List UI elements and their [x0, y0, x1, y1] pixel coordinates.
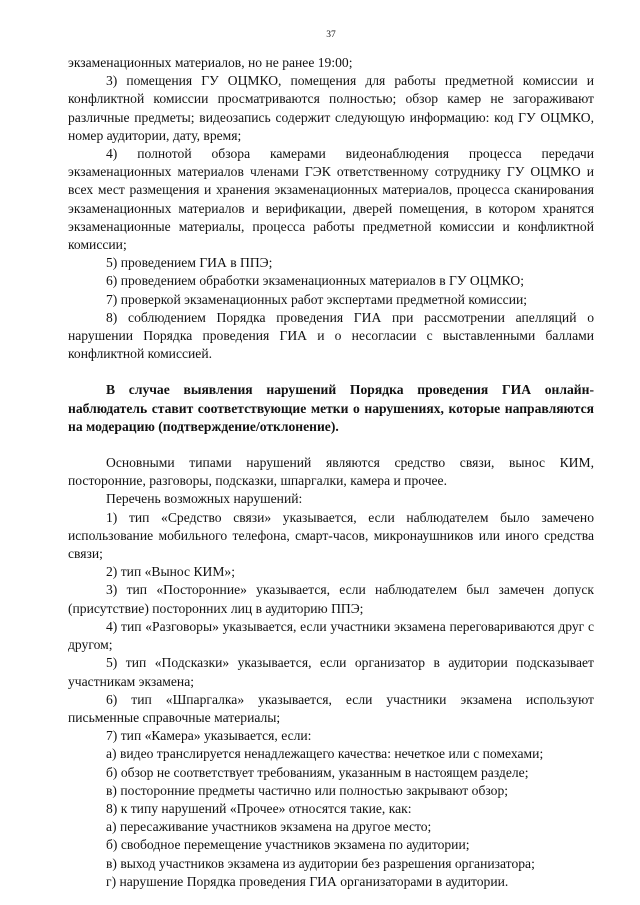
list-item: б) свободное перемещение участников экзамена по аудитории; [106, 837, 470, 853]
camera-sublist [68, 745, 594, 800]
spacer [68, 363, 594, 381]
list-item: 6) проведением обработки экзаменационных материалов в ГУ ОЦМКО; [106, 273, 524, 289]
violations-list [68, 509, 594, 746]
document-page [68, 26, 594, 891]
page-number: 37 [326, 30, 336, 40]
list-item: 6) тип «Шпаргалка» указывается, если участники экзамена используют письменные справочные материалы; [68, 691, 594, 725]
other-sublist [68, 818, 594, 891]
list-item: а) пересаживание участников экзамена на другое место; [106, 819, 432, 835]
list-item: 7) проверкой экзаменационных работ экспертами предметной комиссии; [106, 291, 528, 307]
list-item: г) нарушение Порядка проведения ГИА организаторами в аудитории. [106, 873, 509, 889]
main-types-paragraph: Основными типами нарушений являются средство связи, вынос КИМ, посторонние, разговоры, подсказки, шпаргалки, камера и прочее. [68, 455, 594, 489]
list-item: в) выход участников экзамена из аудитории без разрешения организатора; [106, 855, 535, 871]
continuation-paragraph: экзаменационных материалов, но не ранее 19:00; [68, 55, 353, 70]
list-item: 5) проведением ГИА в ППЭ; [106, 255, 273, 271]
list-item: 3) тип «Посторонние» указывается, если наблюдателем был замечен допуск (присутствие) посторонних лиц в аудиторию ППЭ; [68, 582, 594, 616]
list-item: в) посторонние предметы частично или полностью закрывают обзор; [106, 782, 509, 798]
list-item: 5) тип «Подсказки» указывается, если организатор в аудитории подсказывает участникам экзамена; [68, 655, 594, 689]
list-item: б) обзор не соответствует требованиям, указанным в настоящем разделе; [106, 764, 529, 780]
violations-list-intro: Перечень возможных нарушений: [106, 491, 303, 507]
list-item: а) видео транслируется ненадлежащего качества: нечеткое или с помехами; [106, 746, 544, 762]
list-item: 4) тип «Разговоры» указывается, если участники экзамена переговариваются друг с другом; [68, 618, 594, 653]
list-item: 7) тип «Камера» указывается, если: [106, 728, 312, 744]
bold-notice-paragraph: В случае выявления нарушений Порядка проведения ГИА онлайн-наблюдатель ставит соответствующие метки о нарушениях, которые направляются на модерацию (подтверждение/отклонение). [68, 382, 594, 434]
list-item: 8) соблюдением Порядка проведения ГИА при рассмотрении апелляций о нарушении Порядка проведения ГИА и о несогласии с выставленными баллами конфликтной комиссией. [68, 309, 594, 362]
list-item: 1) тип «Средство связи» указывается, если наблюдателем было замечено использование мобильного телефона, смарт-часов, микронаушников или иного средства связи; [68, 509, 594, 562]
list-item: 3) помещения ГУ ОЦМКО, помещения для работы предметной комиссии и конфликтной комиссии просматриваются полностью; обзор камер не загораживают различные предметы; видеозапись содержит следующую информацию: код ГУ ОЦМКО, номер аудитории, дату, время; [68, 73, 594, 143]
list-item: 4) полнотой обзора камерами видеонаблюдения процесса передачи экзаменационных материалов членами ГЭК ответственному сотруднику ГУ ОЦМКО и всех мест размещения и хранения экзаменационных материалов, процесса сканирования экзаменационных материалов и верификации, дверей помещения, в котором хранятся экзаменационные материалы, процесса работы предметной комиссии и конфликтной комиссии; [68, 146, 594, 253]
spacer [68, 436, 594, 454]
list-item: 2) тип «Вынос КИМ»; [106, 564, 235, 580]
monitoring-list [68, 72, 594, 363]
other-violations-intro: 8) к типу нарушений «Прочее» относятся такие, как: [106, 800, 412, 816]
